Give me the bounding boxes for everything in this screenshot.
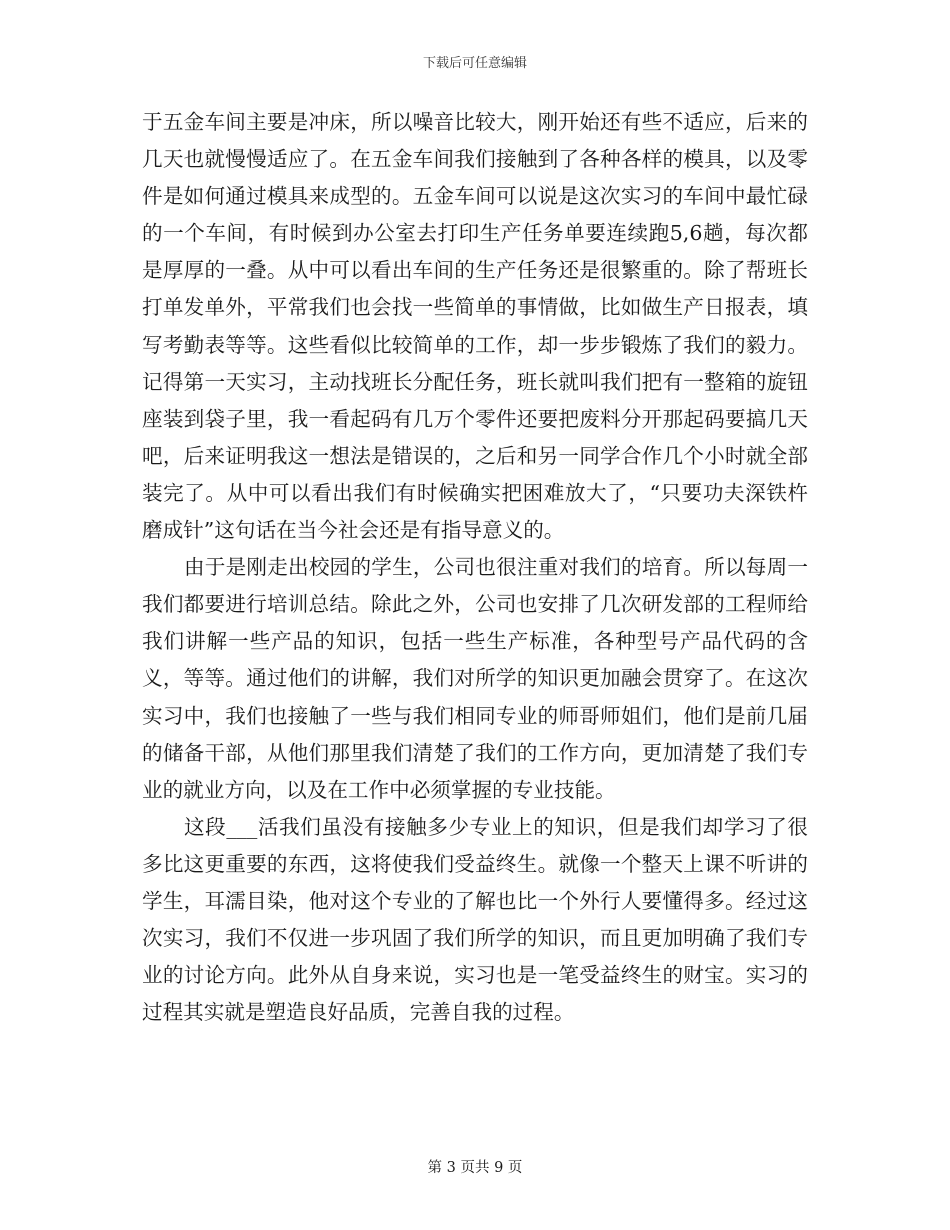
body-paragraph-continued: 于五金车间主要是冲床，所以噪音比较大，刚开始还有些不适应，后来的几天也就慢慢适应了。在五金车间我们接触到了各种各样的模具，以及零件是如何通过模具来成型的。五金车间可以说是这次实习的车间中最忙碌的一个车间，有时候到办公室去打印生产任务单要连续跑5,6趟，每次都是厚厚的一叠。从中可以看出车间的生产任务还是很繁重的。除了帮班长打单发单外，平常我们也会找一些简单的事情做，比如做生产日报表，填写考勤表等等。这些看似比较简单的工作，却一步步锻炼了我们的毅力。记得第一天实习，主动找班长分配任务，班长就叫我们把有一整箱的旋钮座装到袋子里，我一看起码有几万个零件还要把废料分开那起码要搞几天吧，后来证明我这一想法是错误的，之后和另一同学合作几个小时就全部装完了。从中可以看出我们有时候确实把困难放大了，“只要功夫深铁杵磨成针”这句话在当今社会还是有指导意义的。 (142, 110, 808, 543)
body-paragraph: 这段___活我们虽没有接触多少专业上的知识，但是我们却学习了很多比这更重要的东西，这将使我们受益终生。就像一个整天上课不听讲的学生，耳濡目染，他对这个专业的了解也比一个外行人要懂得多。经过这次实习，我们不仅进一步巩固了我们所学的知识，而且更加明确了我们专业的讨论方向。此外从自身来说，实习也是一笔受益终生的财宝。实习的过程其实就是塑造良好品质，完善自我的过程。 (142, 814, 808, 1025)
body-paragraph: 由于是刚走出校园的学生，公司也很注重对我们的培育。所以每周一我们都要进行培训总结。除此之外，公司也安排了几次研发部的工程师给我们讲解一些产品的知识，包括一些生产标准，各种型号产品代码的含义，等等。通过他们的讲解，我们对所学的知识更加融会贯穿了。在这次实习中，我们也接触了一些与我们相同专业的师哥师姐们，他们是前几届的储备干部，从他们那里我们清楚了我们的工作方向，更加清楚了我们专业的就业方向，以及在工作中必须掌握的专业技能。 (142, 555, 808, 802)
document-body (142, 104, 808, 1031)
page-number: 第 3 页共 9 页 (427, 1160, 523, 1176)
page-header: 下载后可任意编辑 (422, 56, 527, 71)
